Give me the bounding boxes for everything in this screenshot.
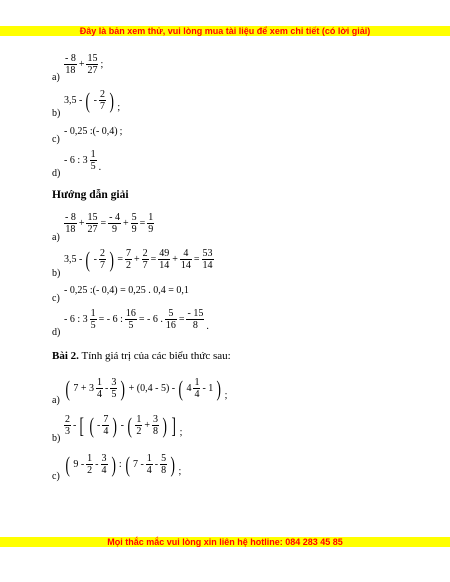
fraction: $\frac{1}{2}$ [136,414,142,437]
label-b: b) [52,108,61,119]
label-d: d) [52,168,61,179]
expr-text: = - 6 . [138,314,163,325]
punct: ; [117,102,121,113]
solution-c [64,285,189,296]
fraction: $\frac{2}{7}$ [100,89,106,112]
problem-b [64,88,120,113]
problem-c [64,126,122,137]
fraction: $\frac{15}{27}$ [87,53,98,76]
punct: . [98,162,102,173]
solution-a: $\frac{- 8}{18}$ + $\frac{15}{27}$ = $\frac{- 4}{9}$ + $\frac{5}{9}$ = $\frac{1}{9}$ [65,212,154,235]
fraction: $\frac{1}{9}$ [148,212,154,235]
fraction: $\frac{- 15}{8}$ [187,308,204,331]
fraction: $\frac{3}{4}$ [101,453,107,476]
fraction: $\frac{- 8}{18}$ [65,212,76,235]
punct: . [206,321,209,332]
paren: ) [109,87,114,113]
solution-d: - 6 : 3 $\frac{1}{5}$ = - 6 : $\frac{16}{5}$ = - 6 . $\frac{5}{16}$ = $\frac{- 15}{8}$ . [64,308,209,332]
paren: ( [85,87,91,113]
problem-d [64,148,101,173]
fraction: $\frac{4}{14}$ [180,248,191,271]
problem-a [64,53,103,76]
footer-banner: Mọi thắc mắc vui lòng xin liên hệ hotline: 084 283 45 85 [0,537,450,547]
fraction: $\frac{5}{9}$ [131,212,137,235]
label-b: b) [52,433,61,444]
fraction: $\frac{1}{2}$ [87,453,93,476]
operator: - [93,95,98,106]
fraction: $\frac{1}{4}$ [194,377,200,400]
expr-text: - 0,25 :(- 0,4) = 0,25 . 0,4 = 0,1 [64,285,189,296]
label-c: c) [52,471,60,482]
label-a: a) [52,72,60,83]
expr-text: - 6 : 3 [64,314,88,325]
bai2-line [52,350,231,362]
bai2-c: ( 9 - $\frac{1}{2}$ - $\frac{3}{4}$ ) : ( 7 - $\frac{1}{4}$ - $\frac{5}{8}$ ) ; [65,451,182,477]
label-a: a) [52,232,60,243]
fraction: $\frac{7}{2}$ [125,248,131,271]
fraction: $\frac{1}{4}$ [146,453,152,476]
fraction: $\frac{53}{14}$ [202,248,213,271]
label-b: b) [52,268,61,279]
punct: ; [100,59,104,70]
header-banner: Đây là bản xem thử, vui lòng mua tài liệu để xem chi tiết (có lời giải) [0,26,450,36]
fraction: $\frac{1}{5}$ [90,149,96,172]
fraction: $\frac{5}{8}$ [161,453,167,476]
fraction: $\frac{- 4}{9}$ [109,212,120,235]
fraction: $\frac{49}{14}$ [159,248,170,271]
label-a: a) [52,395,60,406]
fraction: $\frac{1}{5}$ [90,308,96,331]
expr-text: = - 6 : [98,314,123,325]
expr-text: - 0,25 :(- 0,4) [64,126,118,137]
fraction: $\frac{3}{5}$ [111,377,117,400]
fraction: $\frac{1}{4}$ [96,377,102,400]
bai2-title: Bài 2. [52,350,79,362]
operator: + [78,59,85,70]
label-d: d) [52,327,61,338]
label-c: c) [52,134,60,145]
label-c: c) [52,293,60,304]
fraction: $\frac{3}{8}$ [152,414,158,437]
bai2-b: $\frac{2}{3}$ - [ ( - $\frac{7}{4}$ ) - ( $\frac{1}{2}$ + $\frac{3}{8}$ ) ] ; [65,412,183,438]
fraction: $\frac{7}{4}$ [103,414,109,437]
fraction: $\frac{2}{7}$ [142,248,148,271]
fraction: $\frac{16}{5}$ [125,308,136,331]
fraction: $\frac{5}{16}$ [165,308,176,331]
solution-b: 3,5 - ( - $\frac{2}{7}$ ) = $\frac{7}{2}$ + $\frac{2}{7}$ = $\frac{49}{14}$ + $\frac{4}{14}$ = $\frac{53}{14}$ [64,246,213,272]
expr-text: 3,5 - [64,95,83,106]
expr-text: - 6 : 3 [64,155,88,166]
fraction: $\frac{2}{7}$ [100,248,106,271]
fraction: $\frac{2}{3}$ [65,414,70,437]
bai2-text: Tính giá trị của các biểu thức sau: [81,350,231,362]
fraction: $\frac{- 8}{18}$ [65,53,76,76]
expr-text: 3,5 - [64,254,83,265]
fraction: $\frac{15}{27}$ [87,212,98,235]
punct: ; [119,126,123,137]
solution-heading: Hướng dẫn giải [52,189,129,201]
bai2-a: ( 7 + 3 $\frac{1}{4}$ - $\frac{3}{5}$ ) + (0,4 - 5) - ( 4 $\frac{1}{4}$ - 1 ) ; [65,375,228,401]
